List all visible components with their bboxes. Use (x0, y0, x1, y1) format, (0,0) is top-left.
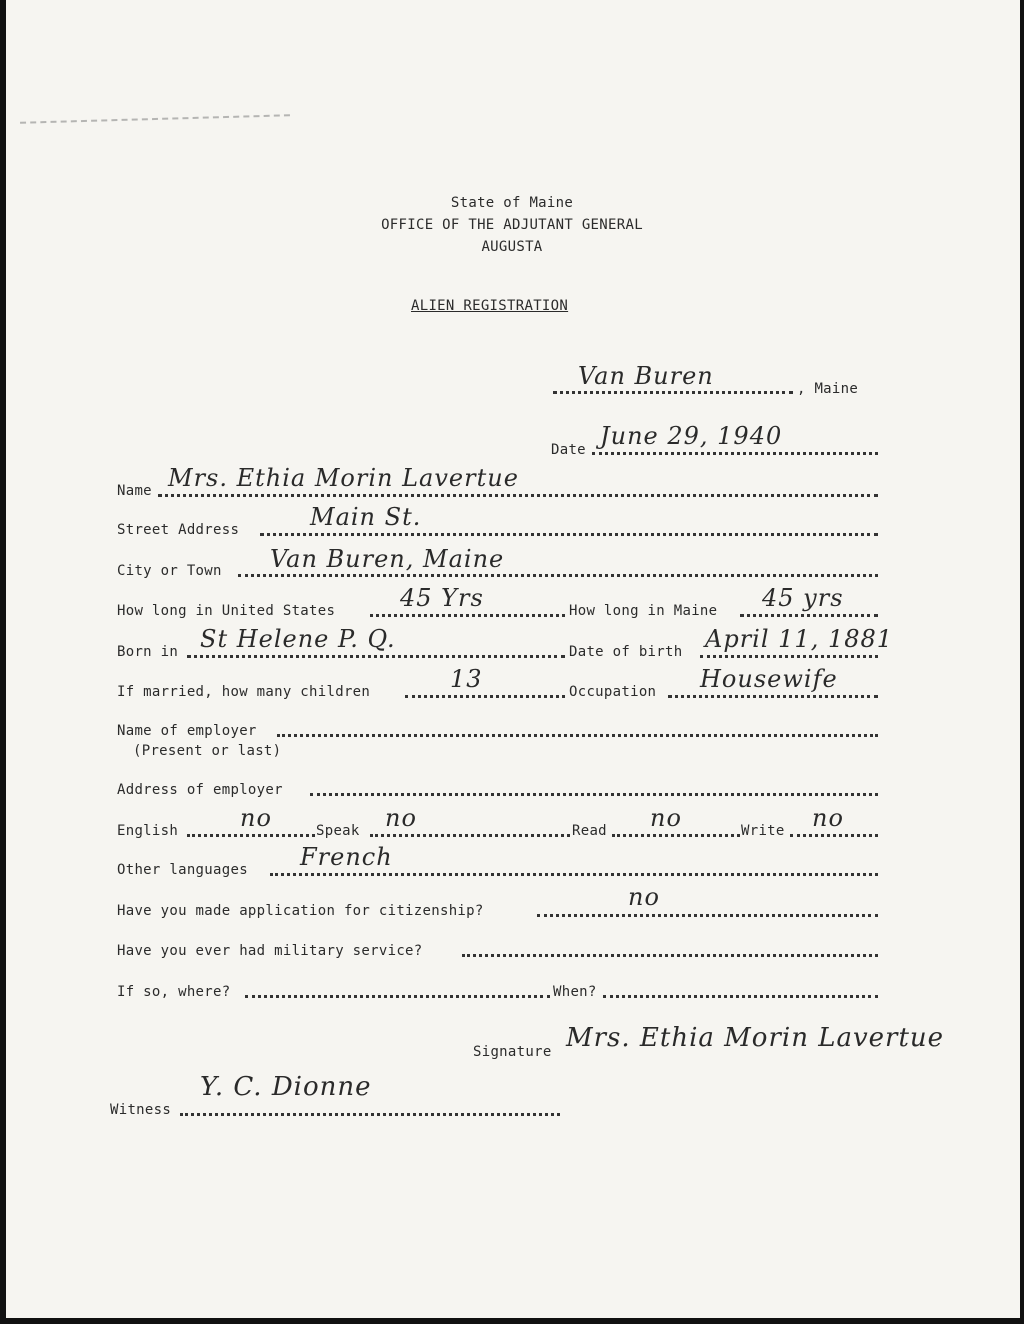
scan-artifact (20, 114, 290, 124)
when-label: When? (553, 984, 597, 1000)
where-label: If so, where? (117, 984, 231, 1000)
header-office: OFFICE OF THE ADJUTANT GENERAL (381, 217, 643, 233)
read-label: Read (572, 823, 607, 839)
city-dots (238, 574, 878, 577)
read-value: no (650, 804, 682, 832)
header-state: State of Maine (450, 195, 574, 211)
signature-label: Signature (473, 1044, 552, 1060)
born-in-label: Born in (117, 644, 179, 660)
maine-years-dots (740, 614, 878, 617)
birth-date-dots (700, 655, 878, 658)
name-value: Mrs. Ethia Morin Lavertue (168, 464, 519, 492)
other-languages-value: French (300, 843, 393, 871)
born-in-value: St Helene P. Q. (200, 625, 396, 653)
witness-value: Y. C. Dionne (200, 1072, 372, 1102)
when-dots (603, 995, 878, 998)
occupation-label: Occupation (569, 684, 657, 700)
name-label: Name (117, 483, 152, 499)
birth-date-value: April 11, 1881 (705, 625, 894, 653)
employer-address-label: Address of employer (117, 782, 283, 798)
us-years-dots (370, 614, 565, 617)
place-suffix: , Maine (797, 381, 859, 397)
occupation-value: Housewife (700, 665, 838, 693)
scan-border-bottom (0, 1318, 1024, 1324)
employer-address-dots (310, 793, 878, 796)
citizenship-label: Have you made application for citizenship? (117, 903, 484, 919)
signature-value: Mrs. Ethia Morin Lavertue (566, 1023, 945, 1053)
maine-years-value: 45 yrs (762, 584, 844, 612)
write-value: no (812, 804, 844, 832)
children-label: If married, how many children (117, 684, 371, 700)
english-dots (187, 834, 315, 837)
street-dots (260, 533, 878, 536)
other-languages-dots (270, 873, 878, 876)
speak-dots (370, 834, 570, 837)
english-value: no (240, 804, 272, 832)
occupation-dots (668, 695, 878, 698)
maine-years-label: How long in Maine (569, 603, 718, 619)
place-dots (553, 391, 793, 394)
speak-value: no (385, 804, 417, 832)
where-dots (245, 995, 550, 998)
citizenship-value: no (628, 883, 660, 911)
read-dots (612, 834, 740, 837)
military-label: Have you ever had military service? (117, 943, 423, 959)
us-years-value: 45 Yrs (400, 584, 484, 612)
write-label: Write (741, 823, 785, 839)
employer-sublabel: (Present or last) (133, 743, 282, 759)
witness-dots (180, 1113, 560, 1116)
us-years-label: How long in United States (117, 603, 336, 619)
speak-label: Speak (316, 823, 360, 839)
header-city: AUGUSTA (481, 239, 543, 255)
employer-dots (277, 734, 878, 737)
name-dots (158, 494, 878, 497)
employer-label: Name of employer (117, 723, 257, 739)
city-value: Van Buren, Maine (270, 545, 505, 573)
citizenship-dots (537, 914, 878, 917)
street-value: Main St. (310, 503, 422, 531)
write-dots (790, 834, 878, 837)
birth-date-label: Date of birth (569, 644, 683, 660)
date-dots (592, 452, 878, 455)
other-languages-label: Other languages (117, 862, 248, 878)
witness-label: Witness (110, 1102, 172, 1118)
military-dots (462, 954, 878, 957)
street-label: Street Address (117, 522, 240, 538)
date-value: June 29, 1940 (600, 422, 783, 450)
born-in-dots (187, 655, 565, 658)
date-label: Date (551, 442, 586, 458)
children-dots (405, 695, 565, 698)
place-value: Van Buren (578, 362, 714, 390)
city-label: City or Town (117, 563, 222, 579)
english-label: English (117, 823, 179, 839)
form-title: ALIEN REGISTRATION (411, 298, 569, 314)
children-value: 13 (450, 665, 483, 693)
